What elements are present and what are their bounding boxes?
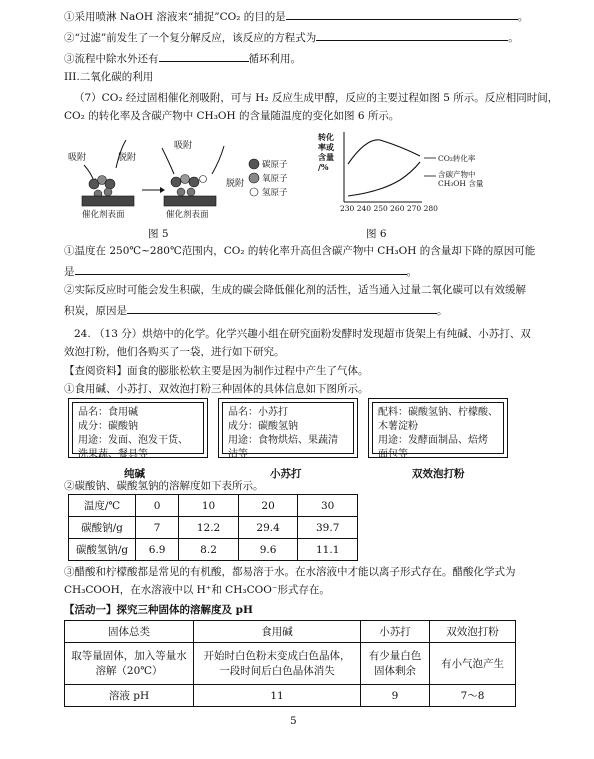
label-adsorb-2: 吸附 [174,141,193,151]
answer-blank[interactable] [286,8,518,20]
figure-6-caption: 图 6 [366,228,387,240]
activity-1-title: 【活动一】探究三种固体的溶解度及 pH [64,604,253,616]
question-24-text-2: 效泡打粉，他们各购买了一袋，进行如下研究。 [64,346,285,358]
legend-co2-conversion: CO₂转化率 [438,154,476,163]
question-line-2: ②“过滤”前发生了一个复分解反应，该反应的方程式为 。 [64,29,519,45]
product-name-baking-powder: 双效泡打粉 [412,468,465,480]
table-row: 溶液 pH 11 9 7～8 [65,685,516,707]
question-7-text-2: CO₂ 的转化率及含碳产物中 CH₃OH 的含量随温度的变化如图 6 所示。 [64,110,400,122]
solubility-table [68,494,358,561]
figure-6-chart [340,130,520,212]
label-catalyst-surface-2: 催化剂表面 [166,210,209,220]
question-7-2: ②实际反应时可能会发生积碳，生成的碳会降低催化剂的活性，适当通入过量二氧化碳可以有效缓解 [64,284,526,296]
product-name-baking-soda: 小苏打 [270,468,302,480]
question-7-1: ①温度在 250℃~280℃范围内，CO₂ 的转化率升高但含碳产物中 CH₃OH 的含量却下降的原因可能 [64,245,536,257]
label-desorb-1: 脱附 [118,153,137,163]
product-box-soda: 品名：食用碱 成分：碳酸钠 用途：发面、泡发干货、 洗果蔬、餐具等 [72,402,204,454]
label-desorb-2: 脱附 [226,179,245,189]
question-line-3: ③流程中除水外还有 循环利用。 [64,50,301,66]
legend-hydrogen: 氢原子 [262,188,288,198]
table-row: 取等量固体，加入等量水溶解（20℃） 开始时白色粉末变成白色晶体，一段时间后白色晶体消失 有少量白色固体剩余 有小气泡产生 [65,643,516,685]
answer-blank[interactable] [159,50,249,62]
question-7-text: （7）CO₂ 经过固相催化剂吸附，可与 H₂ 反应生成甲醇，反应的主要过程如图 5 所示。反应相同时间， [74,92,559,104]
table-row: 碳酸钠/g 7 12.2 29.4 39.7 [69,517,358,539]
page-number: 5 [290,715,297,727]
section-title: III.二氧化碳的利用 [64,71,154,83]
info-1: 【查阅资料】面食的膨胀松软主要是因为制作过程中产生了气体。 [64,365,369,377]
answer-blank[interactable] [75,263,407,275]
activity-table [64,620,516,707]
table-row: 温度/℃ 0 10 20 30 [69,495,358,517]
question-24-text: 24. （13 分）烘焙中的化学。化学兴趣小组在研究面粉发酵时发现超市货架上有纯碱、小苏打、双 [74,328,531,340]
figure-6-xticks: 230 240 250 260 270 280 [340,204,438,213]
product-box-baking-powder: 配料：碳酸氢钠、柠檬酸、 木薯淀粉 用途：发酵面制品、焙烤 面包等 [372,402,504,454]
question-line-1: ①采用喷淋 NaOH 溶液来“捕捉”CO₂ 的目的是 。 [64,8,528,24]
table-row: 碳酸氢钠/g 6.9 8.2 9.6 11.1 [69,539,358,561]
label-catalyst-surface-1: 催化剂表面 [82,210,125,220]
question-7-2-cont: 积炭，原因是 。 [64,302,448,318]
figure-6-ylabel: 转化 率或 含量 /% [318,132,334,172]
answer-blank[interactable] [127,302,437,314]
info-2: ①食用碱、小苏打、双效泡打粉三种固体的具体信息如下图所示。 [64,383,369,395]
question-7-1-cont: 是 。 [64,263,417,279]
table-row: 固体总类 食用碱 小苏打 双效泡打粉 [65,621,516,643]
info-4: ③醋酸和柠檬酸都是常见的有机酸，都易溶于水。在水溶液中才能以离子形式存在。醋酸化学式为 [64,566,516,578]
legend-carbon: 碳原子 [262,160,288,170]
info-3: ②碳酸钠、碳酸氢钠的溶解度如下表所示。 [64,480,264,492]
product-box-baking-soda: 品名：小苏打 成分：碳酸氢钠 用途：食物烘焙、果蔬清 洁等 [222,402,354,454]
answer-blank[interactable] [316,29,508,41]
info-4-cont: CH₃COOH，在水溶液中以 H⁺和 CH₃COO⁻形式存在。 [64,584,330,596]
label-adsorb-1: 吸附 [68,153,87,163]
legend-ch3oh-content: 含碳产物中 CH₃OH 含量 [438,170,484,188]
legend-oxygen: 氧原子 [262,174,288,184]
figure-5-caption: 图 5 [148,228,169,240]
product-name-soda: 纯碱 [124,468,145,480]
